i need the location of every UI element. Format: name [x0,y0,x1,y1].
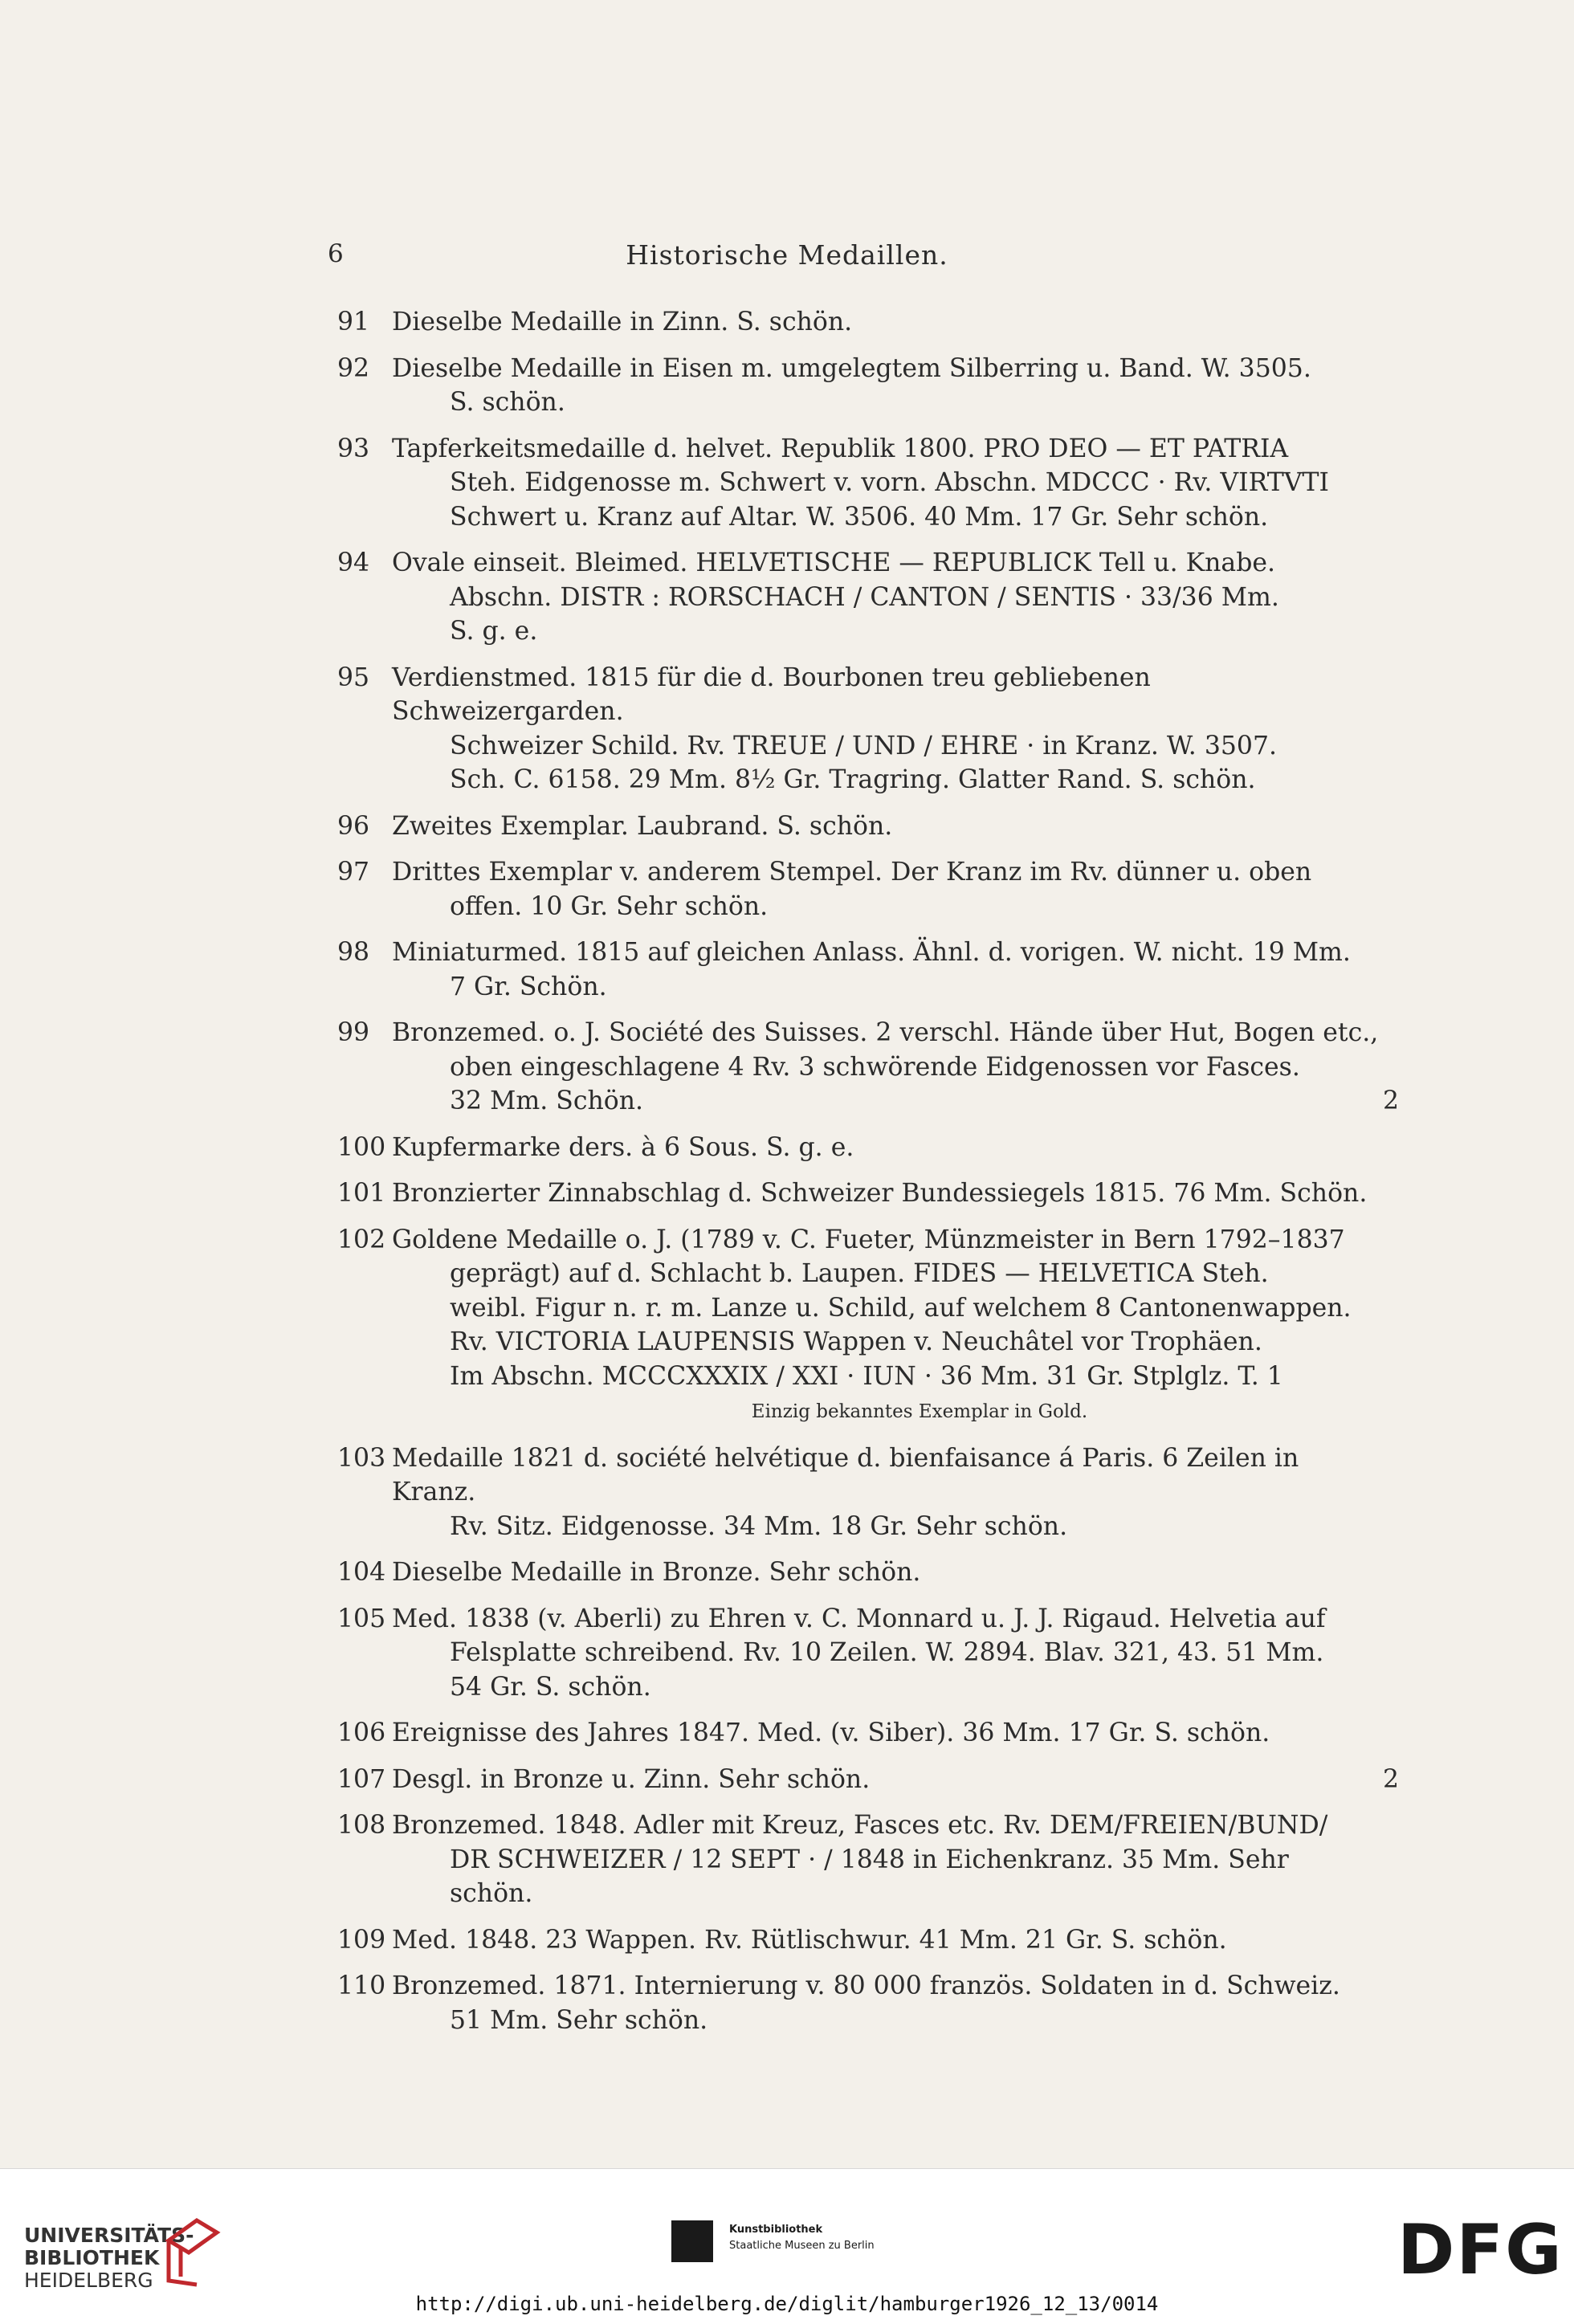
entry-line: Bronzemed. o. J. Société des Suisses. 2 verschl. Hände über Hut, Bogen etc., [392,1018,1379,1047]
catalogue-entry [337,1808,1389,1911]
entry-line: Steh. Eidgenosse m. Schwert v. vorn. Abschn. MDCCC · Rv. VIRTVTI [450,468,1329,497]
catalogue-entry [337,1131,1389,1165]
entry-line: Im Abschn. MCCCXXXIX / XXI · IUN · 36 Mm. 31 Gr. Stplglz. T. 1 [450,1361,1283,1391]
dfg-logo[interactable]: DFG [1397,2210,1564,2290]
ub-logo-line-2: BIBLIOTHEK [24,2246,160,2269]
entry-line: geprägt) auf d. Schlacht b. Laupen. FIDES — HELVETICA Steh. [450,1259,1269,1288]
catalogue-entry [337,809,1389,844]
entry-number: 95 [337,663,370,692]
entry-line: 54 Gr. S. schön. [450,1672,651,1702]
entry-line: Schwert u. Kranz auf Altar. W. 3506. 40 Mm. 17 Gr. Sehr schön. [450,502,1269,532]
entry-line: S. schön. [450,388,565,417]
entry-line: Bronzemed. 1871. Internierung v. 80 000 französ. Soldaten in d. Schweiz. [392,1971,1340,2000]
entry-line: oben eingeschlagene 4 Rv. 3 schwörende Eidgenossen vor Fasces. [450,1052,1300,1082]
entry-number: 96 [337,811,370,841]
catalogue-entry [337,1716,1389,1751]
catalogue-entry [337,661,1389,797]
entry-number: 92 [337,353,370,383]
entry-line: Miniaturmed. 1815 auf gleichen Anlass. Ähnl. d. vorigen. W. nicht. 19 Mm. [392,938,1351,967]
entry-line: Felsplatte schreibend. Rv. 10 Zeilen. W. 2894. Blav. 321, 43. 51 Mm. [450,1638,1324,1667]
entry-number: 110 [337,1971,386,2000]
entry-line: Med. 1838 (v. Aberli) zu Ehren v. C. Monnard u. J. J. Rigaud. Helvetia auf [392,1604,1326,1633]
entry-line: Schweizer Schild. Rv. TREUE / UND / EHRE · in Kranz. W. 3507. [450,731,1277,760]
entry-number: 109 [337,1925,386,1955]
entry-line: Ereignisse des Jahres 1847. Med. (v. Siber). 36 Mm. 17 Gr. S. schön. [392,1719,1270,1747]
entry-number: 108 [337,1811,386,1840]
catalogue-entry [337,1176,1389,1211]
catalogue-entry [337,1555,1389,1590]
entry-line: Desgl. in Bronze u. Zinn. Sehr schön. [392,1764,871,1794]
ub-logo-line-3: HEIDELBERG [24,2269,153,2292]
running-header: Historische Medaillen. [626,239,948,271]
entry-number: 94 [337,548,370,577]
catalogue-entry [337,1223,1389,1429]
ub-heidelberg-mark-icon [161,2216,225,2289]
entry-line: DR SCHWEIZER / 12 SEPT · / 1848 in Eichenkranz. 35 Mm. Sehr [450,1845,1289,1874]
catalogue-entry [337,936,1389,1004]
entry-number: 106 [337,1719,386,1747]
catalogue-entry [337,1763,1399,1797]
page-number: 6 [328,239,344,268]
entry-number: 100 [337,1132,386,1162]
entry-line: Sch. C. 6158. 29 Mm. 8½ Gr. Tragring. Glatter Rand. S. schön. [450,765,1256,794]
entry-line: Dieselbe Medaille in Eisen m. umgelegtem Silberring u. Band. W. 3505. [392,353,1311,383]
entry-line: offen. 10 Gr. Sehr schön. [450,891,769,921]
entry-line: Zweites Exemplar. Laubrand. S. schön. [392,811,893,841]
entry-line: Kupfermarke ders. à 6 Sous. S. g. e. [392,1132,854,1162]
kb-subtitle: Staatliche Museen zu Berlin [729,2240,875,2252]
entry-line: Goldene Medaille o. J. (1789 v. C. Fueter, Münzmeister in Bern 1792–1837 [392,1225,1345,1254]
catalogue-entries [337,305,1399,2049]
catalogue-entry [337,1969,1389,2037]
entry-line: Dieselbe Medaille in Zinn. S. schön. [392,308,853,336]
kunstbibliothek-mark-icon [671,2220,713,2262]
entry-line: Medaille 1821 d. société helvétique d. bienfaisance á Paris. 6 Zeilen in Kranz. [392,1443,1299,1507]
catalogue-entry [337,1441,1389,1544]
entry-number: 104 [337,1558,386,1587]
entry-line: schön. [450,1879,533,1908]
entry-line: Med. 1848. 23 Wappen. Rv. Rütlischwur. 41 Mm. 21 Gr. S. schön. [392,1925,1227,1955]
entry-line: Rv. Sitz. Eidgenosse. 34 Mm. 18 Gr. Sehr schön. [450,1511,1068,1541]
entry-line: Rv. VICTORIA LAUPENSIS Wappen v. Neuchâtel vor Trophäen. [450,1327,1262,1356]
entry-number: 91 [337,308,370,336]
catalogue-entry [337,855,1389,923]
entry-line: weibl. Figur n. r. m. Lanze u. Schild, auf welchem 8 Cantonenwappen. [450,1293,1352,1323]
catalogue-entry [337,352,1389,420]
catalogue-entry [337,305,1389,340]
entry-number: 93 [337,434,370,463]
catalogue-entry [337,546,1389,649]
entry-number: 102 [337,1225,386,1254]
entry-line: Bronzemed. 1848. Adler mit Kreuz, Fasces etc. Rv. DEM/FREIEN/BUND/ [392,1811,1328,1840]
entry-line: Ovale einseit. Bleimed. HELVETISCHE — REPUBLICK Tell u. Knabe. [392,548,1276,577]
entry-line: Tapferkeitsmedaille d. helvet. Republik 1800. PRO DEO — ET PATRIA [392,434,1289,463]
margin-note: 2 [1382,1087,1399,1115]
ub-logo-line-1: UNIVERSITÄTS- [24,2224,194,2247]
entry-number: 103 [337,1443,386,1473]
entry-line: Bronzierter Zinnabschlag d. Schweizer Bundessiegels 1815. 76 Mm. Schön. [392,1179,1368,1208]
entry-line: Abschn. DISTR : RORSCHACH / CANTON / SENTIS · 33/36 Mm. [450,582,1279,612]
catalogue-entry [337,1602,1389,1705]
margin-note: 2 [1382,1764,1399,1794]
catalogue-entry [337,432,1389,535]
entry-note: Einzig bekanntes Exemplar in Gold. [751,1401,1088,1422]
entry-number: 98 [337,938,370,967]
entry-number: 99 [337,1018,370,1047]
entry-line: S. g. e. [450,617,538,646]
entry-number: 107 [337,1764,386,1794]
catalogue-entry [337,1016,1399,1119]
entry-line: 51 Mm. Sehr schön. [450,2005,708,2035]
entry-line: Verdienstmed. 1815 für die d. Bourbonen treu gebliebenen Schweizergarden. [392,663,1151,726]
entry-line: 7 Gr. Schön. [450,972,607,1001]
entry-line: Drittes Exemplar v. anderem Stempel. Der Kranz im Rv. dünner u. oben [392,858,1312,887]
entry-line: 32 Mm. Schön. [450,1087,644,1115]
permalink-url[interactable]: http://digi.ub.uni-heidelberg.de/diglit/hamburger1926_12_13/0014 [415,2293,1159,2315]
entry-number: 101 [337,1179,386,1208]
entry-number: 97 [337,858,370,887]
entry-line: Dieselbe Medaille in Bronze. Sehr schön. [392,1558,921,1587]
entry-number: 105 [337,1604,386,1633]
kb-name: Kunstbibliothek [729,2224,823,2236]
catalogue-entry [337,1923,1389,1958]
